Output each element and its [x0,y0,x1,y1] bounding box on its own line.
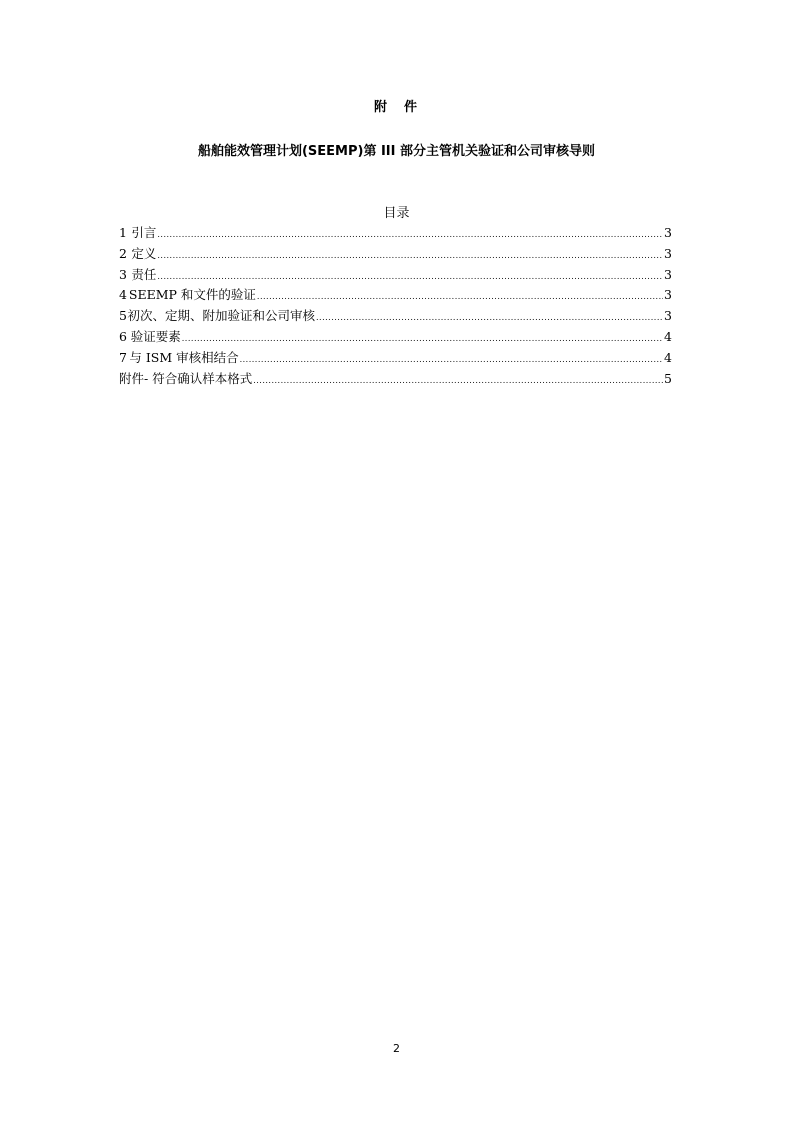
toc-item-page: 5 [664,370,672,386]
toc-item-number: 7 [119,349,127,365]
toc-dot-leader [182,329,663,350]
toc-item-label: 与 ISM 审核相结合 [129,349,239,365]
toc-item-audits[interactable] [119,306,672,327]
annex-label: 附 件 [373,100,419,115]
toc-item-responsibilities[interactable] [119,265,672,286]
toc-item-label: 定义 [131,245,157,261]
toc-item-page: 3 [664,287,672,303]
toc-item-introduction[interactable] [119,223,672,244]
toc-item-number: 5 [119,308,127,324]
toc-item-number: 1 [119,225,127,240]
table-of-contents [119,223,672,389]
toc-item-page: 3 [664,308,672,324]
toc-item-label: 引言 [131,225,157,240]
toc-dot-leader [157,225,663,246]
toc-item-seemp-verification[interactable] [119,285,672,306]
toc-item-page: 4 [664,349,672,365]
toc-item-label: 初次、定期、附加验证和公司审核 [127,308,315,324]
toc-dot-leader [157,267,663,288]
toc-item-label: 附件- 符合确认样本格式 [119,370,253,386]
toc-item-page: 4 [664,328,672,344]
toc-dot-leader [253,371,663,392]
toc-item-page: 3 [664,245,672,261]
toc-heading: 目录 [383,206,410,221]
toc-item-page: 3 [664,225,672,240]
toc-item-number: 2 [119,245,127,261]
toc-item-annex[interactable] [119,369,672,390]
toc-item-label: 责任 [131,266,157,282]
toc-item-label: SEEMP 和文件的验证 [128,287,256,303]
toc-item-number: 6 [119,328,127,344]
page-number: 2 [393,1042,400,1055]
toc-item-definitions[interactable] [119,244,672,265]
toc-item-verification-elements[interactable] [119,327,672,348]
toc-item-number: 3 [119,266,127,282]
toc-dot-leader [157,246,663,267]
toc-item-page: 3 [664,266,672,282]
toc-item-number: 4 [119,287,127,303]
toc-dot-leader [240,350,663,371]
document-title: 船舶能效管理计划(SEEMP)第 III 部分主管机关验证和公司审核导则 [197,144,596,159]
toc-dot-leader [316,308,663,329]
toc-item-ism-integration[interactable] [119,348,672,369]
toc-item-label: 验证要素 [130,328,181,344]
toc-dot-leader [257,287,663,308]
